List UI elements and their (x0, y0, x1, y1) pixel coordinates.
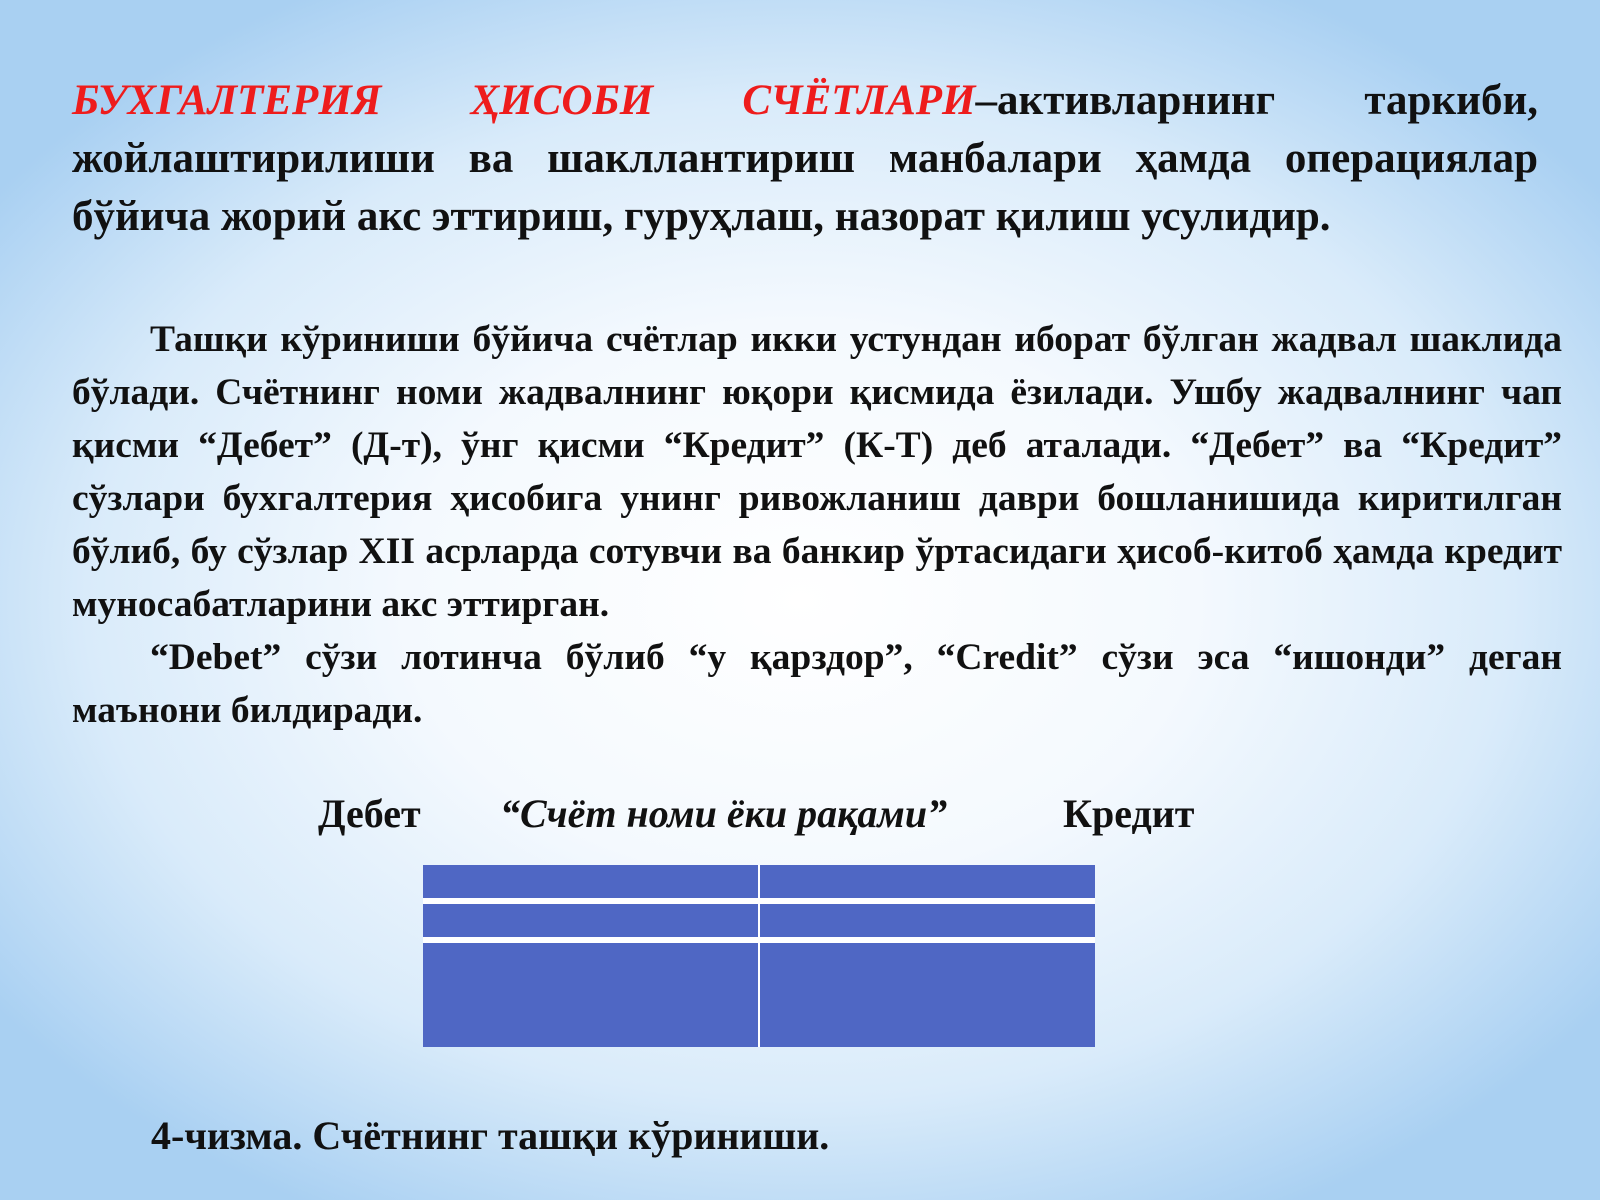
account-header (0, 790, 1600, 846)
figure-caption: 4-чизма. Счётнинг ташқи кўриниши. (151, 1113, 830, 1158)
paragraph-etymology: “Debet” сўзи лотинча бўлиб “у қарздор”, “Credit” сўзи эса “ишонди” деган маънони билдиради. (72, 637, 1562, 731)
paragraph-account-form: Ташқи кўриниши бўйича счётлар икки устундан иборат бўлган жадвал шаклида бўлади. Счётнинг номи жадвалнинг юқори қисмида ёзилади. Ушбу жадвалнинг чап қисми “Дебет” (Д-т), ўнг қисми “Кредит” (К-Т) деб аталади. “Дебет” ва “Кредит” сўзлари бухгалтерия ҳисобига унинг ривожланиш даври бошланишида киритилган бўлиб, бу сўзлар XII асрларда сотувчи ва банкир ўртасидаги ҳисоб-китоб ҳамда кредит муносабатларини акс эттирган. (72, 319, 1562, 625)
definition-term: БУХГАЛТЕРИЯ ҲИСОБИ СЧЁТЛАРИ (72, 77, 976, 124)
t-account-cell-credit-row3 (760, 943, 1095, 1047)
debit-label: Дебет (318, 791, 421, 836)
t-account-table (423, 865, 1095, 1047)
definition-block (72, 72, 1538, 246)
body-text (72, 313, 1562, 737)
t-account-cell-debit-row2 (423, 904, 758, 937)
t-account-cell-debit-row1 (423, 865, 758, 898)
t-account-cell-debit-row3 (423, 943, 758, 1047)
credit-label: Кредит (1063, 791, 1195, 836)
t-account-cell-credit-row2 (760, 904, 1095, 937)
account-name-label: “Счёт номи ёки рақами” (500, 791, 948, 836)
t-account-cell-credit-row1 (760, 865, 1095, 898)
definition-text: –активларнинг таркиби, жойлаштирилиши ва шакллантириш манбалари ҳамда операциялар бўйича жорий акс эттириш, гуруҳлаш, назорат қилиш усулидир. (72, 77, 1538, 240)
